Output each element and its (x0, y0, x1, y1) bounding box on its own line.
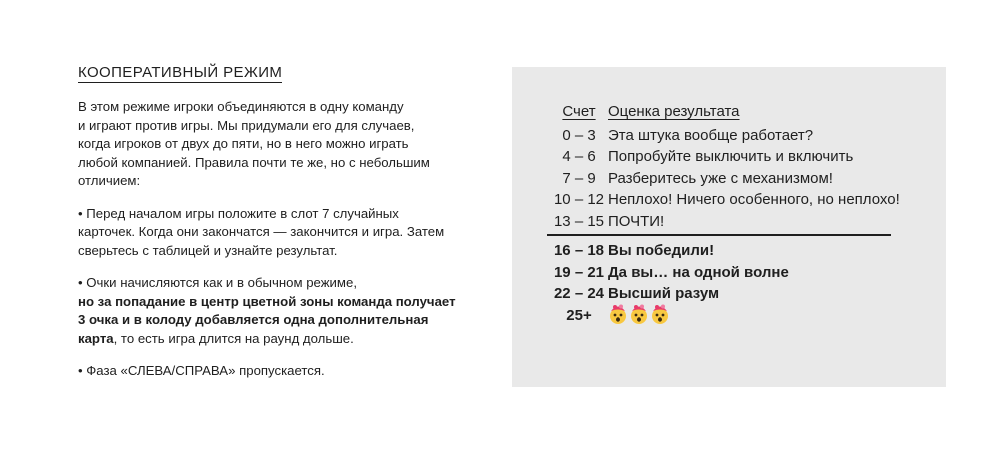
exploding-head-icon (608, 303, 628, 325)
rating-emojis (608, 305, 670, 327)
rule-bullet-slot: • Перед началом игры положите в слот 7 случайных карточек. Когда они закончатся — закончится и игра. Затем сверьтесь с таблицей и узнайте результат. (78, 205, 445, 258)
table-row: 19 – 21 Да вы… на одной волне (553, 263, 789, 281)
table-row: 13 – 15 ПОЧТИ! (553, 212, 665, 230)
table-row: 25+ (512, 305, 946, 327)
table-row: 10 – 12 Неплохо! Ничего особенного, но неплохо! (553, 191, 900, 208)
intro-paragraph: В этом режиме игроки объединяются в одну команду и играют против игры. Мы придумали его для случаев, когда игроков от двух до пяти, но в него можно играть любой компанией. Правила почти те же, но с небольшим отличием: (78, 99, 430, 188)
table-header (512, 101, 946, 123)
score-panel (512, 67, 946, 387)
exploding-head-icon (629, 303, 649, 325)
table-row: 0 – 3 Эта штука вообще работает? (562, 126, 814, 144)
rating-column-header: Оценка результата (608, 103, 740, 120)
table-row: 22 – 24 Высший разум (553, 285, 720, 302)
table-row: 4 – 6 Попробуйте выключить и включить (562, 148, 854, 165)
section-title: КООПЕРАТИВНЫЙ РЕЖИМ (78, 64, 283, 81)
score-table (512, 101, 946, 326)
score-column-header: Счет (562, 103, 596, 120)
rules-column (78, 64, 498, 381)
rule-bullet-phase: • Фаза «СЛЕВА/СПРАВА» пропускается. (78, 363, 325, 378)
table-row: 16 – 18 Вы победили! (553, 242, 715, 259)
table-row: 7 – 9 Разберитесь уже с механизмом! (562, 169, 833, 187)
exploding-head-icon (650, 303, 670, 325)
rule-bullet-scoring: • Очки начисляются как и в обычном режиме, но за попадание в центр цветной зоны команда получает 3 очка и в колоду добавляется одна дополнительная карта, то есть игра длится на раунд дольше. (78, 275, 456, 346)
table-divider (547, 234, 891, 236)
